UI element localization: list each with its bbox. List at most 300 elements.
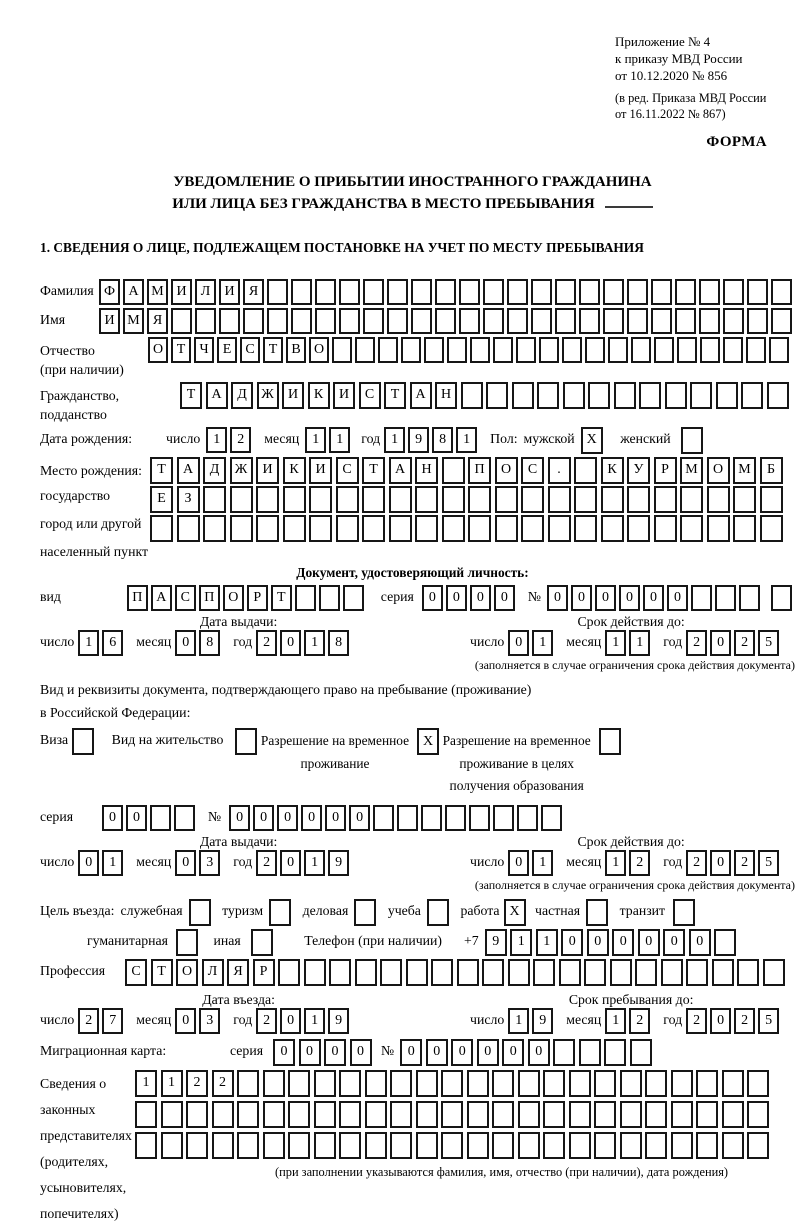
char-cell[interactable] xyxy=(712,959,734,986)
char-cell[interactable] xyxy=(390,1070,412,1097)
char-cell[interactable]: 0 xyxy=(175,630,196,656)
char-cell[interactable] xyxy=(675,308,696,334)
char-cell[interactable] xyxy=(315,308,336,334)
char-cell[interactable] xyxy=(747,1101,769,1128)
char-cell[interactable] xyxy=(541,805,562,831)
char-cell[interactable] xyxy=(355,959,377,986)
char-cell[interactable]: Р xyxy=(247,585,268,611)
char-cell[interactable] xyxy=(424,337,444,363)
char-cell[interactable]: 2 xyxy=(186,1070,208,1097)
birthplace-cells-row2[interactable] xyxy=(150,486,786,513)
char-cell[interactable] xyxy=(411,279,432,305)
char-cell[interactable]: 0 xyxy=(710,850,731,876)
char-cell[interactable] xyxy=(722,1132,744,1159)
char-cell[interactable]: 9 xyxy=(408,427,429,453)
char-cell[interactable] xyxy=(389,486,412,513)
char-cell[interactable]: П xyxy=(468,457,491,484)
char-cell[interactable] xyxy=(654,486,677,513)
char-cell[interactable] xyxy=(283,486,306,513)
char-cell[interactable]: 0 xyxy=(280,1008,301,1034)
char-cell[interactable] xyxy=(314,1101,336,1128)
char-cell[interactable] xyxy=(263,1132,285,1159)
char-cell[interactable] xyxy=(518,1070,540,1097)
iddoc-type-cells[interactable] xyxy=(127,585,367,611)
char-cell[interactable]: Ч xyxy=(194,337,214,363)
char-cell[interactable] xyxy=(604,1039,626,1066)
char-cell[interactable] xyxy=(373,805,394,831)
char-cell[interactable]: 9 xyxy=(328,1008,349,1034)
firstname-cells[interactable] xyxy=(99,308,795,334)
char-cell[interactable]: 2 xyxy=(629,1008,650,1034)
char-cell[interactable] xyxy=(459,279,480,305)
char-cell[interactable] xyxy=(288,1070,310,1097)
char-cell[interactable]: 0 xyxy=(273,1039,295,1066)
char-cell[interactable] xyxy=(620,1101,642,1128)
char-cell[interactable] xyxy=(531,308,552,334)
char-cell[interactable]: 6 xyxy=(102,630,123,656)
char-cell[interactable]: И xyxy=(219,279,240,305)
char-cell[interactable] xyxy=(671,1070,693,1097)
char-cell[interactable]: 0 xyxy=(587,929,609,956)
char-cell[interactable] xyxy=(251,929,273,956)
char-cell[interactable]: 1 xyxy=(510,929,532,956)
char-cell[interactable]: 0 xyxy=(619,585,640,611)
char-cell[interactable] xyxy=(574,515,597,542)
char-cell[interactable] xyxy=(639,382,661,409)
char-cell[interactable]: 2 xyxy=(629,850,650,876)
char-cell[interactable] xyxy=(539,337,559,363)
char-cell[interactable] xyxy=(645,1070,667,1097)
char-cell[interactable] xyxy=(696,1101,718,1128)
char-cell[interactable]: 0 xyxy=(78,850,99,876)
char-cell[interactable]: 0 xyxy=(612,929,634,956)
char-cell[interactable] xyxy=(722,1101,744,1128)
staydoc-expiry-year[interactable] xyxy=(686,850,782,876)
char-cell[interactable] xyxy=(295,585,316,611)
birth-month-cells[interactable] xyxy=(305,427,353,453)
char-cell[interactable] xyxy=(763,959,785,986)
iddoc-number-extra-cell[interactable] xyxy=(771,585,795,611)
char-cell[interactable]: 8 xyxy=(328,630,349,656)
char-cell[interactable] xyxy=(543,1132,565,1159)
char-cell[interactable] xyxy=(288,1132,310,1159)
char-cell[interactable] xyxy=(681,427,703,454)
char-cell[interactable] xyxy=(614,382,636,409)
char-cell[interactable] xyxy=(603,279,624,305)
char-cell[interactable] xyxy=(441,1101,463,1128)
char-cell[interactable] xyxy=(492,1070,514,1097)
char-cell[interactable]: О xyxy=(707,457,730,484)
char-cell[interactable]: И xyxy=(256,457,279,484)
char-cell[interactable]: 1 xyxy=(304,850,325,876)
char-cell[interactable] xyxy=(203,486,226,513)
char-cell[interactable]: 5 xyxy=(758,630,779,656)
char-cell[interactable] xyxy=(362,486,385,513)
char-cell[interactable] xyxy=(627,279,648,305)
char-cell[interactable] xyxy=(441,1070,463,1097)
char-cell[interactable] xyxy=(620,1132,642,1159)
char-cell[interactable]: X xyxy=(581,427,603,454)
char-cell[interactable] xyxy=(230,486,253,513)
char-cell[interactable]: К xyxy=(601,457,624,484)
citizenship-cells[interactable] xyxy=(180,382,792,409)
char-cell[interactable] xyxy=(654,515,677,542)
char-cell[interactable] xyxy=(397,805,418,831)
char-cell[interactable] xyxy=(416,1132,438,1159)
char-cell[interactable] xyxy=(673,899,695,926)
char-cell[interactable] xyxy=(339,308,360,334)
migration-card-number-cells[interactable] xyxy=(400,1039,655,1066)
char-cell[interactable] xyxy=(237,1070,259,1097)
char-cell[interactable]: Б xyxy=(760,457,783,484)
char-cell[interactable] xyxy=(161,1101,183,1128)
staydoc-series-cells[interactable] xyxy=(102,805,198,831)
residence-permit-checkbox[interactable] xyxy=(235,728,261,755)
char-cell[interactable]: 2 xyxy=(212,1070,234,1097)
char-cell[interactable]: X xyxy=(417,728,439,755)
char-cell[interactable]: А xyxy=(389,457,412,484)
char-cell[interactable] xyxy=(468,515,491,542)
char-cell[interactable]: 0 xyxy=(299,1039,321,1066)
char-cell[interactable]: А xyxy=(206,382,228,409)
char-cell[interactable] xyxy=(390,1132,412,1159)
char-cell[interactable]: 2 xyxy=(734,1008,755,1034)
char-cell[interactable] xyxy=(309,486,332,513)
char-cell[interactable]: 0 xyxy=(175,1008,196,1034)
char-cell[interactable] xyxy=(569,1132,591,1159)
char-cell[interactable] xyxy=(563,382,585,409)
purpose-study-checkbox[interactable] xyxy=(427,899,453,926)
char-cell[interactable] xyxy=(579,1039,601,1066)
char-cell[interactable] xyxy=(733,486,756,513)
char-cell[interactable] xyxy=(610,959,632,986)
char-cell[interactable] xyxy=(161,1132,183,1159)
char-cell[interactable]: 0 xyxy=(638,929,660,956)
char-cell[interactable] xyxy=(594,1132,616,1159)
staydoc-issue-day[interactable] xyxy=(78,850,126,876)
char-cell[interactable] xyxy=(747,308,768,334)
char-cell[interactable] xyxy=(559,959,581,986)
char-cell[interactable] xyxy=(517,805,538,831)
char-cell[interactable] xyxy=(741,382,763,409)
char-cell[interactable] xyxy=(771,308,792,334)
stay-until-day[interactable] xyxy=(508,1008,556,1034)
char-cell[interactable] xyxy=(631,337,651,363)
char-cell[interactable]: 0 xyxy=(571,585,592,611)
char-cell[interactable] xyxy=(387,279,408,305)
char-cell[interactable] xyxy=(339,1070,361,1097)
char-cell[interactable]: 0 xyxy=(229,805,250,831)
char-cell[interactable] xyxy=(690,382,712,409)
stay-until-year[interactable] xyxy=(686,1008,782,1034)
char-cell[interactable] xyxy=(586,899,608,926)
char-cell[interactable] xyxy=(186,1132,208,1159)
purpose-work-checkbox[interactable] xyxy=(504,899,530,926)
char-cell[interactable] xyxy=(411,308,432,334)
char-cell[interactable]: С xyxy=(336,457,359,484)
char-cell[interactable] xyxy=(256,486,279,513)
char-cell[interactable]: 2 xyxy=(686,850,707,876)
char-cell[interactable] xyxy=(769,337,789,363)
char-cell[interactable] xyxy=(442,457,465,484)
char-cell[interactable] xyxy=(521,486,544,513)
char-cell[interactable] xyxy=(627,308,648,334)
iddoc-issue-month[interactable] xyxy=(175,630,223,656)
char-cell[interactable] xyxy=(314,1070,336,1097)
char-cell[interactable]: 0 xyxy=(470,585,491,611)
char-cell[interactable] xyxy=(363,279,384,305)
char-cell[interactable]: 0 xyxy=(422,585,443,611)
char-cell[interactable] xyxy=(329,959,351,986)
char-cell[interactable] xyxy=(699,279,720,305)
char-cell[interactable]: Т xyxy=(263,337,283,363)
char-cell[interactable] xyxy=(256,515,279,542)
char-cell[interactable]: А xyxy=(410,382,432,409)
char-cell[interactable] xyxy=(442,486,465,513)
char-cell[interactable]: 0 xyxy=(663,929,685,956)
char-cell[interactable] xyxy=(533,959,555,986)
char-cell[interactable]: И xyxy=(171,279,192,305)
purpose-private-checkbox[interactable] xyxy=(586,899,612,926)
char-cell[interactable]: 0 xyxy=(280,630,301,656)
char-cell[interactable] xyxy=(627,486,650,513)
birthplace-cells-row3[interactable] xyxy=(150,515,786,542)
char-cell[interactable] xyxy=(288,1101,310,1128)
char-cell[interactable]: 3 xyxy=(199,850,220,876)
char-cell[interactable] xyxy=(771,279,792,305)
char-cell[interactable] xyxy=(467,1101,489,1128)
char-cell[interactable] xyxy=(390,1101,412,1128)
representatives-cells-row3[interactable] xyxy=(135,1132,773,1159)
char-cell[interactable] xyxy=(715,585,736,611)
char-cell[interactable] xyxy=(548,486,571,513)
char-cell[interactable] xyxy=(483,279,504,305)
char-cell[interactable] xyxy=(492,1132,514,1159)
char-cell[interactable]: М xyxy=(733,457,756,484)
char-cell[interactable] xyxy=(363,308,384,334)
char-cell[interactable] xyxy=(171,308,192,334)
char-cell[interactable] xyxy=(507,279,528,305)
staydoc-issue-year[interactable] xyxy=(256,850,352,876)
char-cell[interactable] xyxy=(457,959,479,986)
char-cell[interactable]: З xyxy=(177,486,200,513)
char-cell[interactable] xyxy=(493,805,514,831)
char-cell[interactable]: 0 xyxy=(349,805,370,831)
char-cell[interactable] xyxy=(442,515,465,542)
char-cell[interactable] xyxy=(469,805,490,831)
char-cell[interactable]: Я xyxy=(243,279,264,305)
char-cell[interactable] xyxy=(651,279,672,305)
char-cell[interactable]: А xyxy=(123,279,144,305)
char-cell[interactable]: 9 xyxy=(532,1008,553,1034)
char-cell[interactable] xyxy=(585,337,605,363)
char-cell[interactable] xyxy=(319,585,340,611)
char-cell[interactable]: 2 xyxy=(256,630,277,656)
char-cell[interactable] xyxy=(263,1101,285,1128)
char-cell[interactable] xyxy=(537,382,559,409)
iddoc-number-cells[interactable] xyxy=(547,585,763,611)
char-cell[interactable] xyxy=(339,1132,361,1159)
char-cell[interactable]: А xyxy=(151,585,172,611)
char-cell[interactable]: 2 xyxy=(734,630,755,656)
char-cell[interactable]: 0 xyxy=(595,585,616,611)
char-cell[interactable]: 1 xyxy=(605,850,626,876)
char-cell[interactable] xyxy=(584,959,606,986)
sex-female-checkbox[interactable] xyxy=(681,427,707,454)
char-cell[interactable]: Ф xyxy=(99,279,120,305)
representatives-cells-row2[interactable] xyxy=(135,1101,773,1128)
char-cell[interactable]: 0 xyxy=(400,1039,422,1066)
char-cell[interactable]: П xyxy=(127,585,148,611)
temp-residence-checkbox[interactable] xyxy=(417,728,443,755)
char-cell[interactable] xyxy=(304,959,326,986)
entry-year[interactable] xyxy=(256,1008,352,1034)
char-cell[interactable]: О xyxy=(176,959,198,986)
char-cell[interactable] xyxy=(343,585,364,611)
char-cell[interactable] xyxy=(219,308,240,334)
char-cell[interactable] xyxy=(431,959,453,986)
char-cell[interactable] xyxy=(700,337,720,363)
char-cell[interactable] xyxy=(339,279,360,305)
char-cell[interactable] xyxy=(603,308,624,334)
char-cell[interactable]: 1 xyxy=(161,1070,183,1097)
char-cell[interactable] xyxy=(723,308,744,334)
char-cell[interactable]: И xyxy=(99,308,120,334)
char-cell[interactable]: 9 xyxy=(328,850,349,876)
char-cell[interactable] xyxy=(269,899,291,926)
char-cell[interactable]: 5 xyxy=(758,850,779,876)
char-cell[interactable] xyxy=(588,382,610,409)
char-cell[interactable]: Е xyxy=(150,486,173,513)
char-cell[interactable]: Я xyxy=(227,959,249,986)
char-cell[interactable]: 2 xyxy=(256,850,277,876)
char-cell[interactable]: Е xyxy=(217,337,237,363)
char-cell[interactable] xyxy=(654,337,674,363)
char-cell[interactable] xyxy=(608,337,628,363)
char-cell[interactable]: Л xyxy=(202,959,224,986)
char-cell[interactable]: Д xyxy=(231,382,253,409)
char-cell[interactable] xyxy=(174,805,195,831)
char-cell[interactable]: 1 xyxy=(305,427,326,453)
staydoc-expiry-day[interactable] xyxy=(508,850,556,876)
char-cell[interactable] xyxy=(518,1101,540,1128)
char-cell[interactable]: Т xyxy=(180,382,202,409)
char-cell[interactable] xyxy=(309,515,332,542)
staydoc-issue-month[interactable] xyxy=(175,850,223,876)
char-cell[interactable] xyxy=(468,486,491,513)
char-cell[interactable]: 0 xyxy=(508,630,529,656)
char-cell[interactable] xyxy=(291,279,312,305)
char-cell[interactable]: 0 xyxy=(253,805,274,831)
char-cell[interactable] xyxy=(569,1070,591,1097)
char-cell[interactable] xyxy=(332,337,352,363)
representatives-cells-row1[interactable] xyxy=(135,1070,773,1097)
char-cell[interactable] xyxy=(380,959,402,986)
char-cell[interactable] xyxy=(150,805,171,831)
char-cell[interactable] xyxy=(518,1132,540,1159)
purpose-tourism-checkbox[interactable] xyxy=(269,899,295,926)
char-cell[interactable] xyxy=(212,1101,234,1128)
char-cell[interactable]: 0 xyxy=(280,850,301,876)
char-cell[interactable] xyxy=(562,337,582,363)
char-cell[interactable] xyxy=(365,1070,387,1097)
char-cell[interactable] xyxy=(467,1132,489,1159)
char-cell[interactable] xyxy=(401,337,421,363)
char-cell[interactable] xyxy=(691,585,712,611)
char-cell[interactable]: 1 xyxy=(304,1008,325,1034)
char-cell[interactable]: 0 xyxy=(350,1039,372,1066)
char-cell[interactable] xyxy=(553,1039,575,1066)
char-cell[interactable] xyxy=(543,1101,565,1128)
char-cell[interactable] xyxy=(675,279,696,305)
char-cell[interactable]: 0 xyxy=(426,1039,448,1066)
char-cell[interactable]: 1 xyxy=(605,630,626,656)
char-cell[interactable] xyxy=(486,382,508,409)
char-cell[interactable] xyxy=(747,1132,769,1159)
char-cell[interactable] xyxy=(235,728,257,755)
char-cell[interactable] xyxy=(336,486,359,513)
entry-month[interactable] xyxy=(175,1008,223,1034)
char-cell[interactable] xyxy=(176,929,198,956)
char-cell[interactable] xyxy=(195,308,216,334)
char-cell[interactable]: 0 xyxy=(477,1039,499,1066)
char-cell[interactable]: 1 xyxy=(135,1070,157,1097)
char-cell[interactable] xyxy=(723,337,743,363)
char-cell[interactable]: 2 xyxy=(256,1008,277,1034)
char-cell[interactable] xyxy=(150,515,173,542)
char-cell[interactable] xyxy=(677,337,697,363)
char-cell[interactable]: Т xyxy=(362,457,385,484)
char-cell[interactable] xyxy=(635,959,657,986)
char-cell[interactable] xyxy=(483,308,504,334)
char-cell[interactable] xyxy=(186,1101,208,1128)
char-cell[interactable]: 0 xyxy=(301,805,322,831)
char-cell[interactable] xyxy=(314,1132,336,1159)
char-cell[interactable]: М xyxy=(680,457,703,484)
char-cell[interactable] xyxy=(365,1132,387,1159)
char-cell[interactable] xyxy=(72,728,94,755)
char-cell[interactable] xyxy=(746,337,766,363)
char-cell[interactable]: Д xyxy=(203,457,226,484)
char-cell[interactable]: С xyxy=(359,382,381,409)
char-cell[interactable]: С xyxy=(175,585,196,611)
char-cell[interactable] xyxy=(283,515,306,542)
char-cell[interactable] xyxy=(707,515,730,542)
char-cell[interactable]: Т xyxy=(171,337,191,363)
char-cell[interactable] xyxy=(230,515,253,542)
char-cell[interactable] xyxy=(699,308,720,334)
char-cell[interactable]: С xyxy=(240,337,260,363)
char-cell[interactable]: Т xyxy=(271,585,292,611)
visa-checkbox[interactable] xyxy=(72,728,98,755)
char-cell[interactable]: Н xyxy=(415,457,438,484)
char-cell[interactable] xyxy=(620,1070,642,1097)
surname-cells[interactable] xyxy=(99,279,795,305)
stay-until-month[interactable] xyxy=(605,1008,653,1034)
char-cell[interactable]: 1 xyxy=(532,630,553,656)
char-cell[interactable]: И xyxy=(282,382,304,409)
char-cell[interactable] xyxy=(686,959,708,986)
char-cell[interactable] xyxy=(569,1101,591,1128)
char-cell[interactable] xyxy=(747,1070,769,1097)
char-cell[interactable]: 0 xyxy=(528,1039,550,1066)
char-cell[interactable]: 9 xyxy=(485,929,507,956)
char-cell[interactable]: 0 xyxy=(710,1008,731,1034)
char-cell[interactable] xyxy=(512,382,534,409)
char-cell[interactable]: Р xyxy=(654,457,677,484)
char-cell[interactable] xyxy=(339,1101,361,1128)
char-cell[interactable]: . xyxy=(548,457,571,484)
